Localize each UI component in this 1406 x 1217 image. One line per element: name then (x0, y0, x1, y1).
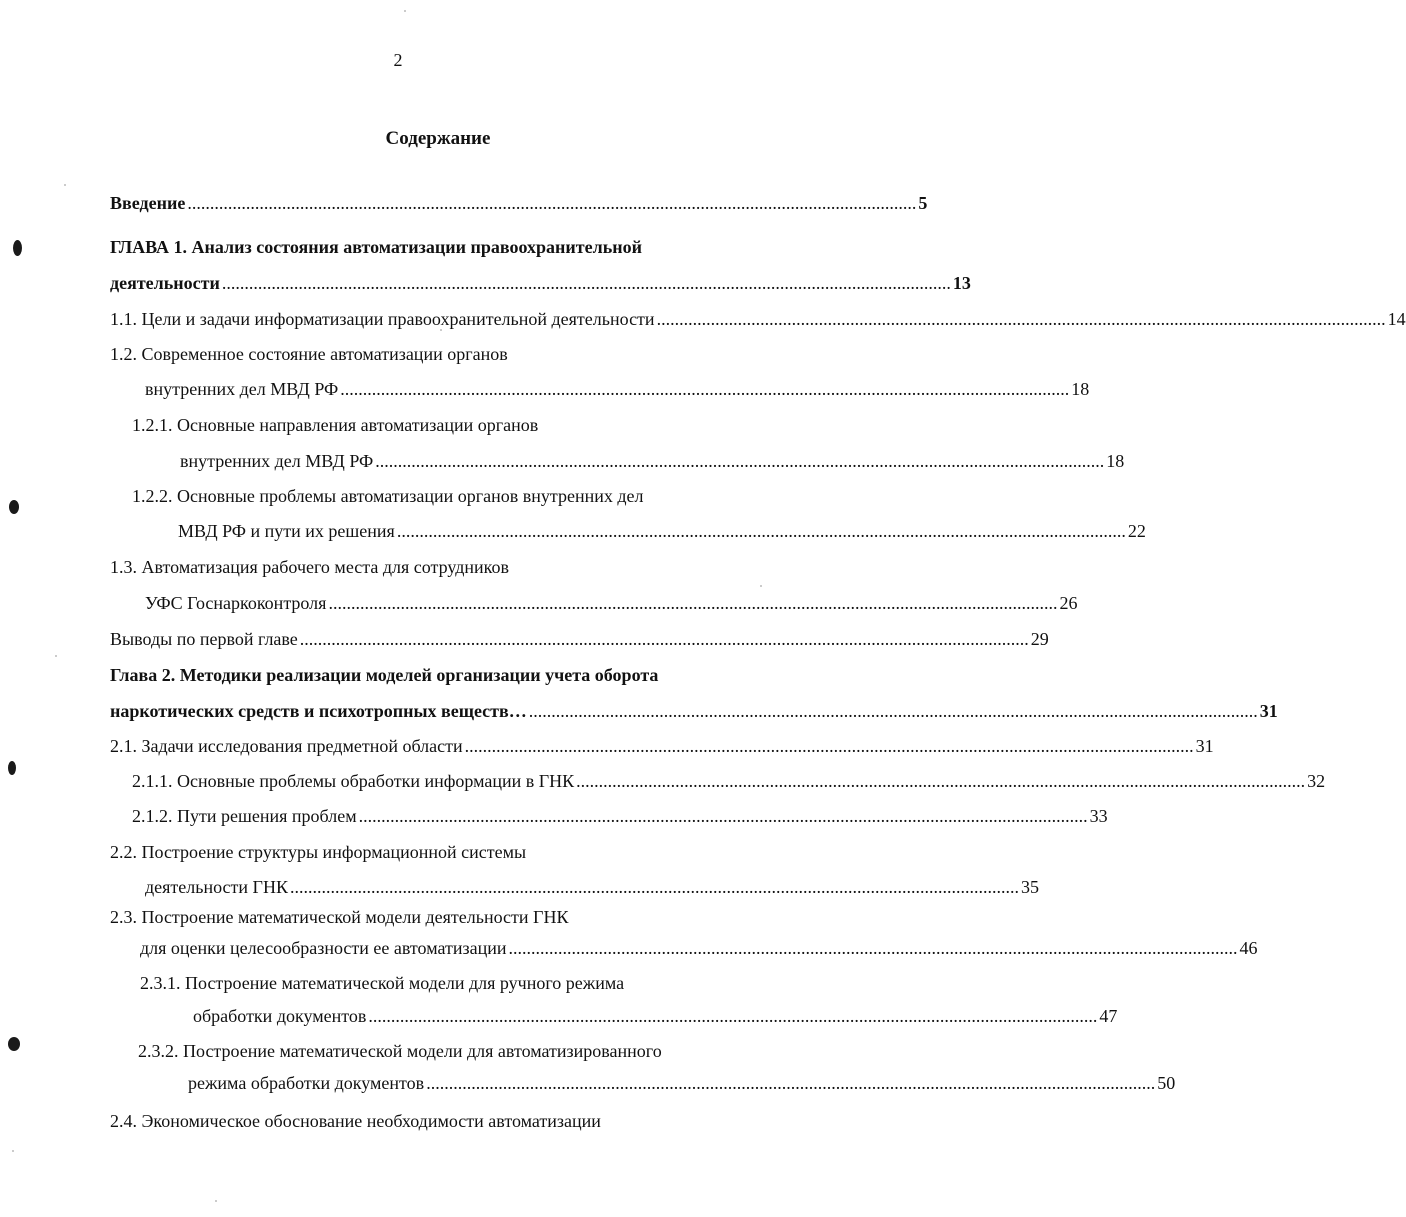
toc-entry-2-1-2 (132, 803, 1108, 829)
binding-hole-mark (8, 761, 16, 775)
toc-entry-page: 35 (1020, 877, 1039, 897)
toc-entry-page: 50 (1157, 1073, 1176, 1093)
toc-entry-page: 31 (1195, 736, 1214, 756)
toc-entry-title: обработки документов (193, 1006, 367, 1026)
toc-leader-dots: .................................................................................................................................................................. (328, 593, 1058, 613)
toc-entry-page: 26 (1059, 593, 1078, 613)
toc-entry-title: внутренних дел МВД РФ (180, 451, 374, 471)
toc-leader-dots: .................................................................................................................................................................. (358, 806, 1088, 826)
toc-entry-title: внутренних дел МВД РФ (145, 379, 339, 399)
toc-entry-title: наркотических средств и психотропных веществ… (110, 701, 527, 721)
toc-leader-dots: .................................................................................................................................................................. (368, 1006, 1098, 1026)
toc-leader-dots: .................................................................................................................................................................. (289, 877, 1019, 897)
toc-entry-1-3 (110, 554, 772, 580)
toc-entry-2-3-1 (140, 970, 772, 996)
toc-entry-page: 31 (1259, 701, 1278, 721)
toc-entry-title: 2.4. Экономическое обоснование необходимости автоматизации (110, 1111, 601, 1131)
toc-entry-title: 1.1. Цели и задачи информатизации правоохранительной деятельности (110, 309, 655, 329)
toc-leader-dots: .................................................................................................................................................................. (396, 521, 1126, 541)
toc-leader-dots: .................................................................................................................................................................. (426, 1073, 1156, 1093)
toc-entry-title: Введение (110, 193, 186, 213)
toc-entry-1-2 (110, 341, 772, 367)
toc-entry-chapter-2-cont (110, 698, 1278, 724)
toc-entry-title: УФС Госнаркоконтроля (145, 593, 327, 613)
toc-entry-title: ГЛАВА 1. Анализ состояния автоматизации правоохранительной (110, 237, 642, 257)
toc-entry-title: 2.1. Задачи исследования предметной области (110, 736, 463, 756)
scan-speck (404, 10, 406, 12)
toc-entry-title: 1.2.2. Основные проблемы автоматизации органов внутренних дел (132, 486, 644, 506)
toc-entry-2-3-1-cont (193, 1003, 1118, 1029)
toc-entry-title: Выводы по первой главе (110, 629, 298, 649)
toc-entry-page: 18 (1071, 379, 1090, 399)
toc-entry-title: 2.3.1. Построение математической модели для ручного режима (140, 973, 625, 993)
toc-leader-dots: .................................................................................................................................................................. (340, 379, 1070, 399)
page-number: 2 (393, 50, 403, 70)
toc-entry-title: режима обработки документов (188, 1073, 425, 1093)
toc-entry-page: 32 (1307, 771, 1326, 791)
toc-entry-1-2-2-cont (178, 518, 1146, 544)
toc-entry-page: 18 (1106, 451, 1125, 471)
toc-entry-page: 33 (1089, 806, 1108, 826)
scan-speck (215, 1200, 217, 1202)
scan-speck (440, 329, 442, 331)
toc-entry-1-2-1-cont (180, 448, 1125, 474)
toc-entry-chapter-2 (110, 662, 772, 688)
binding-hole-mark (13, 240, 22, 256)
toc-entry-1-2-2 (132, 483, 772, 509)
toc-entry-conclusions-1 (110, 626, 1049, 652)
toc-leader-dots: .................................................................................................................................................................. (528, 701, 1258, 721)
toc-leader-dots: .................................................................................................................................................................. (187, 193, 917, 213)
toc-entry-title: 2.3. Построение математической модели деятельности ГНК (110, 907, 569, 927)
toc-entry-1-2-1 (132, 412, 772, 438)
toc-entry-title: Глава 2. Методики реализации моделей организации учета оборота (110, 665, 659, 685)
toc-leader-dots: .................................................................................................................................................................. (221, 273, 951, 293)
toc-leader-dots: .................................................................................................................................................................. (299, 629, 1029, 649)
binding-hole-mark (9, 500, 19, 514)
toc-entry-page: 47 (1099, 1006, 1118, 1026)
toc-entry-title: деятельности ГНК (145, 877, 288, 897)
toc-entry-2-1 (110, 733, 1214, 759)
toc-entry-page: 5 (918, 193, 928, 213)
toc-entry-2-4 (110, 1108, 772, 1134)
toc-entry-chapter-1-cont (110, 270, 971, 296)
toc-entry-2-2 (110, 839, 772, 865)
toc-entry-page: 29 (1030, 629, 1049, 649)
toc-entry-title: деятельности (110, 273, 220, 293)
toc-title: Содержание (385, 128, 491, 149)
toc-entry-page: 14 (1387, 309, 1406, 329)
toc-entry-title: 2.1.1. Основные проблемы обработки информации в ГНК (132, 771, 575, 791)
toc-entry-2-1-1 (132, 768, 1326, 794)
scan-speck (64, 184, 66, 186)
toc-entry-1-3-cont (145, 590, 1078, 616)
toc-entry-2-3-cont (140, 935, 1258, 961)
toc-entry-chapter-1 (110, 234, 772, 260)
toc-entry-title: 2.3.2. Построение математической модели для автоматизированного (138, 1041, 662, 1061)
toc-entry-title: 1.2. Современное состояние автоматизации органов (110, 344, 508, 364)
scan-speck (55, 655, 57, 657)
toc-entry-page: 46 (1239, 938, 1258, 958)
toc-entry-1-2-cont (145, 376, 1090, 402)
toc-entry-2-2-cont (145, 874, 1039, 900)
toc-entry-title: МВД РФ и пути их решения (178, 521, 395, 541)
toc-entry-title: 1.2.1. Основные направления автоматизации органов (132, 415, 539, 435)
toc-leader-dots: .................................................................................................................................................................. (576, 771, 1306, 791)
scan-speck (12, 1150, 14, 1152)
toc-leader-dots: .................................................................................................................................................................. (375, 451, 1105, 471)
toc-leader-dots: .................................................................................................................................................................. (508, 938, 1238, 958)
toc-entry-title: 2.2. Построение структуры информационной системы (110, 842, 527, 862)
toc-entry-2-3-2 (138, 1038, 772, 1064)
toc-entry-page: 22 (1127, 521, 1146, 541)
toc-entry-title: 2.1.2. Пути решения проблем (132, 806, 357, 826)
toc-entry-title: для оценки целесообразности ее автоматизации (140, 938, 507, 958)
toc-entry-page: 13 (952, 273, 971, 293)
toc-entry-2-3-2-cont (188, 1070, 1176, 1096)
scan-speck (760, 585, 762, 587)
binding-hole-mark (8, 1037, 20, 1051)
toc-entry-introduction (110, 190, 928, 216)
toc-entry-2-3 (110, 904, 772, 930)
toc-leader-dots: .................................................................................................................................................................. (656, 309, 1386, 329)
toc-leader-dots: .................................................................................................................................................................. (464, 736, 1194, 756)
toc-entry-title: 1.3. Автоматизация рабочего места для сотрудников (110, 557, 509, 577)
